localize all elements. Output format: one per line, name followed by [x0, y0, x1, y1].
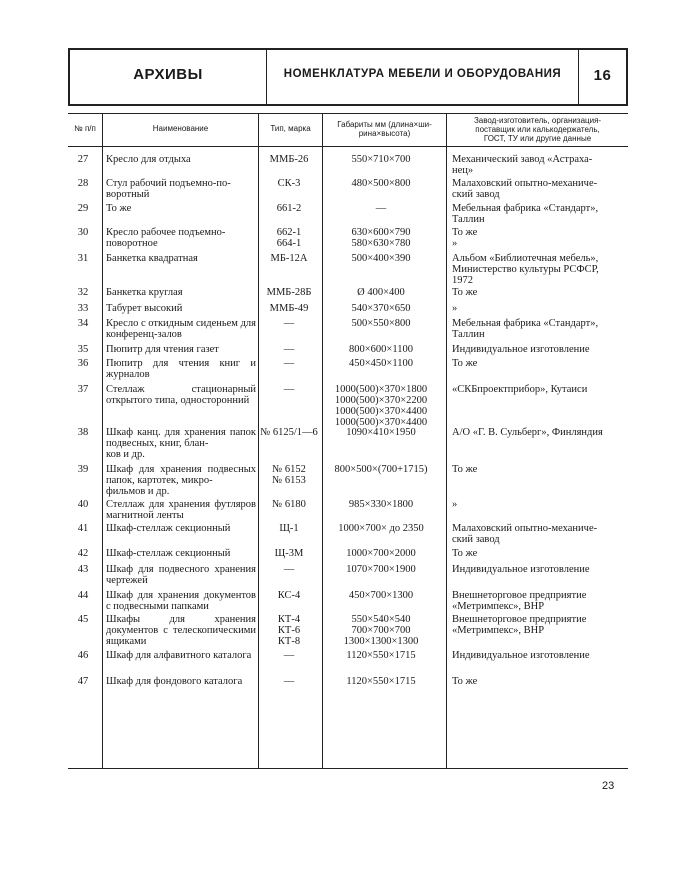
row-dimensions: 800×500×(700+1715) [334, 464, 428, 475]
row-name: Банкетка круглая [106, 287, 183, 298]
row-manufacturer: » [452, 303, 458, 314]
row-dimensions: 500×550×800 [351, 318, 411, 329]
row-manufacturer: Индивидуальное изготовление [452, 564, 590, 575]
row-dimensions: 1120×550×1715 [346, 650, 416, 661]
row-name: Табурет высокий [106, 303, 183, 314]
row-dimensions: 1000×700× до 2350 [338, 523, 424, 534]
row-manufacturer: То же [452, 548, 478, 559]
row-number: 39 [77, 464, 89, 475]
row-type: ММБ-28Б [266, 287, 312, 298]
header-right-border [626, 48, 628, 106]
row-number: 32 [77, 287, 89, 298]
row-name: Стеллаж стационарный открытого типа, односторонний [106, 384, 256, 406]
row-number: 38 [77, 427, 89, 438]
row-dimensions: 630×600×790 580×630×780 [351, 227, 411, 249]
row-type: СК-3 [277, 178, 301, 189]
row-dimensions: 1120×550×1715 [346, 676, 416, 687]
row-number: 29 [77, 203, 89, 214]
row-dimensions: 550×540×540 700×700×700 1300×1300×1300 [343, 614, 419, 647]
row-type: 661-2 [276, 203, 302, 214]
table-bottom-border [68, 768, 628, 769]
row-type: 662-1 664-1 [276, 227, 302, 249]
document-title: НОМЕНКЛАТУРА МЕБЕЛИ И ОБОРУДОВАНИЯ [283, 68, 562, 80]
row-name: Шкаф для подвесного хранения чертежей [106, 564, 256, 586]
row-name: Шкаф для фондового каталога [106, 676, 243, 687]
row-manufacturer: Мебельная фабрика «Стандарт», Таллин [452, 203, 599, 225]
row-number: 34 [77, 318, 89, 329]
row-name: Шкаф канц. для хранения папок подвесных, книг, блан- ков и др. [106, 427, 256, 460]
row-number: 35 [77, 344, 89, 355]
row-manufacturer: То же [452, 358, 478, 369]
row-name: Шкаф-стеллаж секционный [106, 523, 231, 534]
row-type: МБ-12А [270, 253, 308, 264]
row-dimensions: 985×330×1800 [348, 499, 414, 510]
row-type: — [283, 676, 295, 687]
row-number: 28 [77, 178, 89, 189]
row-name: Пюпитр для чтения газет [106, 344, 219, 355]
row-dimensions: 1000×700×2000 [346, 548, 416, 559]
row-number: 37 [77, 384, 89, 395]
row-type: КС-4 [277, 590, 301, 601]
row-number: 43 [77, 564, 89, 575]
row-type: — [283, 564, 295, 575]
row-type: — [283, 384, 295, 395]
column-header-dims: Габариты мм (длина×ши- рина×высота) [337, 120, 432, 138]
row-name: Пюпитр для чтения книг и журналов [106, 358, 256, 380]
row-manufacturer: То же [452, 676, 478, 687]
row-number: 45 [77, 614, 89, 625]
row-name: Шкаф для алфавитного каталога [106, 650, 252, 661]
row-number: 40 [77, 499, 89, 510]
row-type: ММБ-26 [269, 154, 309, 165]
row-number: 42 [77, 548, 89, 559]
row-type: — [283, 318, 295, 329]
row-dimensions: 500×400×390 [351, 253, 411, 264]
row-dimensions: 1000(500)×370×1800 1000(500)×370×2200 1000(500)×370×4400 1000(500)×370×4400 [334, 384, 428, 428]
row-number: 41 [77, 523, 89, 534]
row-type: — [283, 344, 295, 355]
header-bottom-border [68, 104, 628, 106]
row-name: Шкафы для хранения документов с телескопическими ящиками [106, 614, 256, 647]
row-type: — [283, 650, 295, 661]
col-divider-dims [446, 113, 447, 769]
column-header-manufacturer: Завод-изготовитель, организация- поставщик или калькодержатель, ГОСТ, ТУ или другие данные [473, 116, 602, 143]
row-manufacturer: То же [452, 464, 478, 475]
row-manufacturer: Внешнеторговое предприятие «Метримпекс», ВНР [452, 590, 587, 612]
row-type: № 6180 [272, 499, 306, 510]
row-manufacturer: А/О «Г. В. Сульберг», Финляндия [452, 427, 603, 438]
row-dimensions: 1070×700×1900 [346, 564, 416, 575]
row-dimensions: 450×700×1300 [348, 590, 414, 601]
col-divider-num [102, 113, 103, 769]
row-manufacturer: Механический завод «Астраха- нец» [452, 154, 593, 176]
row-type: ММБ-49 [269, 303, 309, 314]
row-manufacturer: » [452, 499, 458, 510]
row-number: 30 [77, 227, 89, 238]
row-manufacturer: Малаховский опытно-механиче- ский завод [452, 523, 598, 545]
row-number: 46 [77, 650, 89, 661]
row-dimensions: 480×500×800 [351, 178, 411, 189]
row-manufacturer: То же [452, 287, 478, 298]
row-name: Кресло для отдыха [106, 154, 191, 165]
row-name: Банкетка квадратная [106, 253, 198, 264]
row-manufacturer: То же » [452, 227, 478, 249]
row-number: 36 [77, 358, 89, 369]
row-name: Шкаф для хранения подвесных папок, картотек, микро- фильмов и др. [106, 464, 256, 497]
column-header-name: Наименование [152, 124, 209, 133]
row-type: Щ-3М [274, 548, 304, 559]
row-dimensions: — [375, 203, 387, 214]
row-manufacturer: Малаховский опытно-механиче- ский завод [452, 178, 598, 200]
column-header-num: № п/п [74, 124, 96, 133]
row-manufacturer: «СКБпроектприбор», Кутаиси [452, 384, 588, 395]
table-top-border [68, 113, 628, 114]
row-number: 31 [77, 253, 89, 264]
row-type: № 6152 № 6153 [272, 464, 306, 486]
row-type: КТ-4 КТ-6 КТ-8 [277, 614, 301, 647]
row-type: Щ-1 [279, 523, 299, 534]
section-title: АРХИВЫ [133, 66, 203, 83]
row-name: То же [106, 203, 132, 214]
row-name: Шкаф-стеллаж секционный [106, 548, 231, 559]
row-type: — [283, 358, 295, 369]
header-page-number: 16 [593, 67, 612, 84]
column-header-type: Тип, марка [270, 124, 311, 133]
row-type: № 6125/1—6 [260, 427, 318, 438]
row-dimensions: 550×710×700 [351, 154, 411, 165]
row-dimensions: 540×370×650 [351, 303, 411, 314]
row-name: Шкаф для хранения документов с подвесными папками [106, 590, 256, 612]
row-number: 47 [77, 676, 89, 687]
row-number: 27 [77, 154, 89, 165]
row-manufacturer: Альбом «Библиотечная мебель», Министерство культуры РСФСР, 1972 [452, 253, 599, 286]
row-manufacturer: Мебельная фабрика «Стандарт», Таллин [452, 318, 599, 340]
row-manufacturer: Индивидуальное изготовление [452, 344, 590, 355]
header-top-border [68, 48, 628, 50]
row-dimensions: 800×600×1100 [349, 344, 413, 355]
row-manufacturer: Внешнеторговое предприятие «Метримпекс», ВНР [452, 614, 587, 636]
row-manufacturer: Индивидуальное изготовление [452, 650, 590, 661]
row-dimensions: 450×450×1100 [349, 358, 413, 369]
row-name: Кресло с откидным сиденьем для конференц-залов [106, 318, 256, 340]
page-number: 23 [602, 780, 615, 792]
row-number: 44 [77, 590, 89, 601]
row-name: Стеллаж для хранения футляров магнитной ленты [106, 499, 256, 521]
row-name: Стул рабочий подъемно-по- воротный [106, 178, 231, 200]
row-name: Кресло рабочее подъемно- поворотное [106, 227, 226, 249]
column-header-bottom-border [68, 146, 628, 147]
row-dimensions: 1090×410×1950 [346, 427, 416, 438]
row-dimensions: Ø 400×400 [357, 287, 405, 298]
row-number: 33 [77, 303, 89, 314]
